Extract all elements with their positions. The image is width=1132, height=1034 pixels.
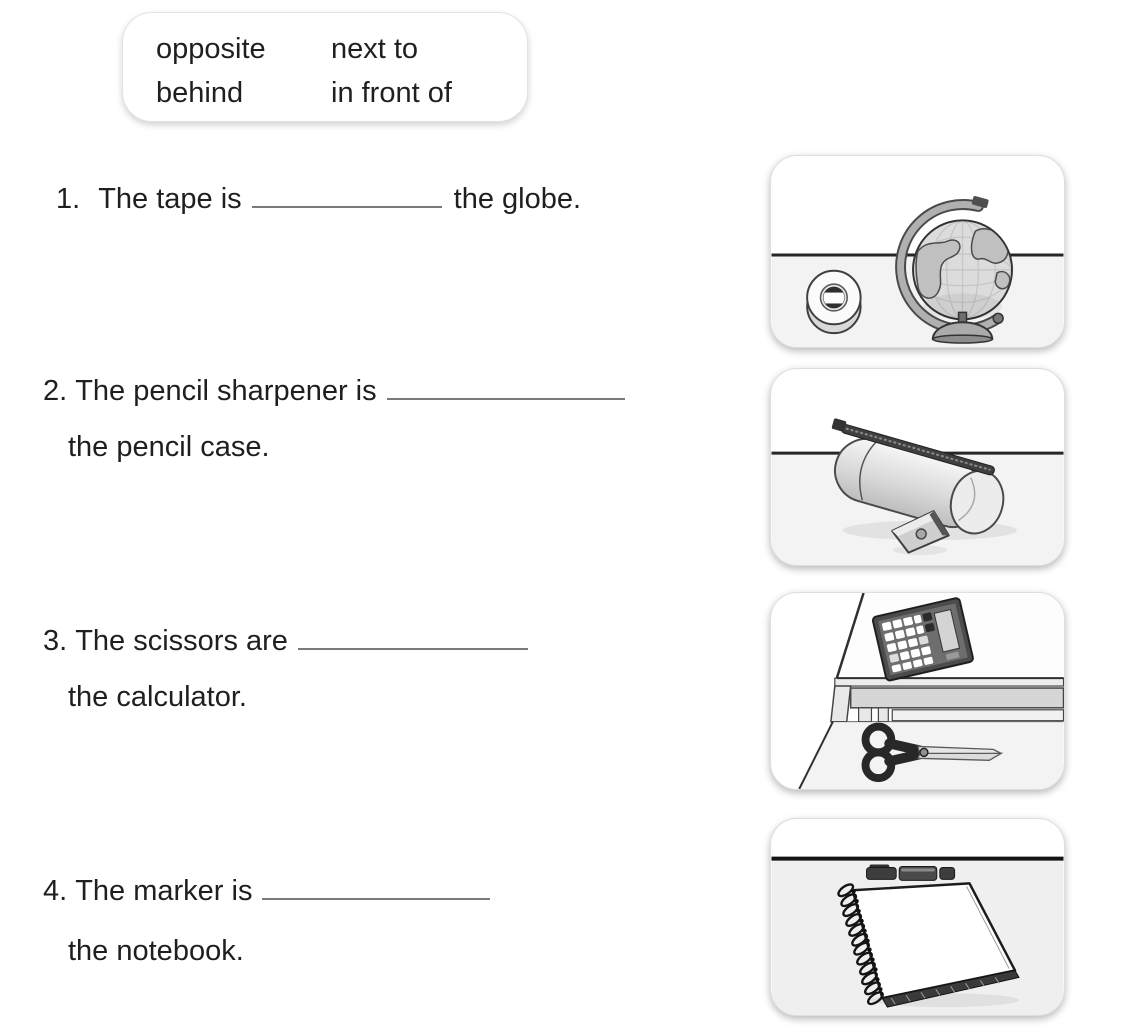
word-bank-item-opposite: opposite: [156, 33, 266, 65]
question-2-line-2: [68, 426, 270, 468]
question-2-text-line2: the pencil case.: [68, 431, 270, 463]
word-bank-item-behind: behind: [156, 77, 244, 109]
question-4-number: 4.: [43, 875, 68, 907]
question-4-text-before: The marker is: [75, 875, 253, 907]
question-2-text-before: The pencil sharpener is: [75, 375, 377, 407]
question-3-number: 3.: [43, 625, 68, 657]
question-1-answer-blank[interactable]: [252, 192, 442, 208]
scene-globe-tape-illustration: [771, 156, 1064, 347]
question-1-text-before: The tape is: [98, 183, 242, 215]
scene-desk-calculator-illustration: [771, 593, 1064, 789]
tape-icon: [807, 271, 860, 333]
question-4-answer-blank[interactable]: [262, 884, 490, 900]
word-bank-item-next-to: next to: [331, 33, 419, 65]
question-3-text-before: The scissors are: [75, 625, 288, 657]
question-4-text-line2: the notebook.: [68, 935, 244, 967]
question-2-number: 2.: [43, 375, 68, 407]
question-2-answer-blank[interactable]: [387, 384, 625, 400]
word-bank-item-in-front-of: in front of: [331, 77, 452, 109]
question-3-answer-blank[interactable]: [298, 634, 528, 650]
question-4-line-1: [43, 870, 490, 912]
word-bank: [122, 12, 528, 122]
scene-notebook-marker-illustration: [771, 819, 1064, 1015]
question-1-number: 1.: [56, 183, 81, 215]
question-3-line-2: [68, 676, 247, 718]
question-1-text-after: the globe.: [453, 183, 582, 215]
question-2-line-1: [43, 370, 625, 412]
question-4-line-2: [68, 930, 244, 972]
scene-pencil-case-illustration: [771, 369, 1064, 565]
question-3-line-1: [43, 620, 528, 662]
picture-panel-pencil-case: [770, 368, 1065, 566]
picture-panel-desk-calculator: [770, 592, 1065, 790]
question-1-line-1: [56, 178, 581, 220]
picture-panel-notebook-marker: [770, 818, 1065, 1016]
picture-panel-globe-tape: [770, 155, 1065, 348]
question-3-text-line2: the calculator.: [68, 681, 247, 713]
